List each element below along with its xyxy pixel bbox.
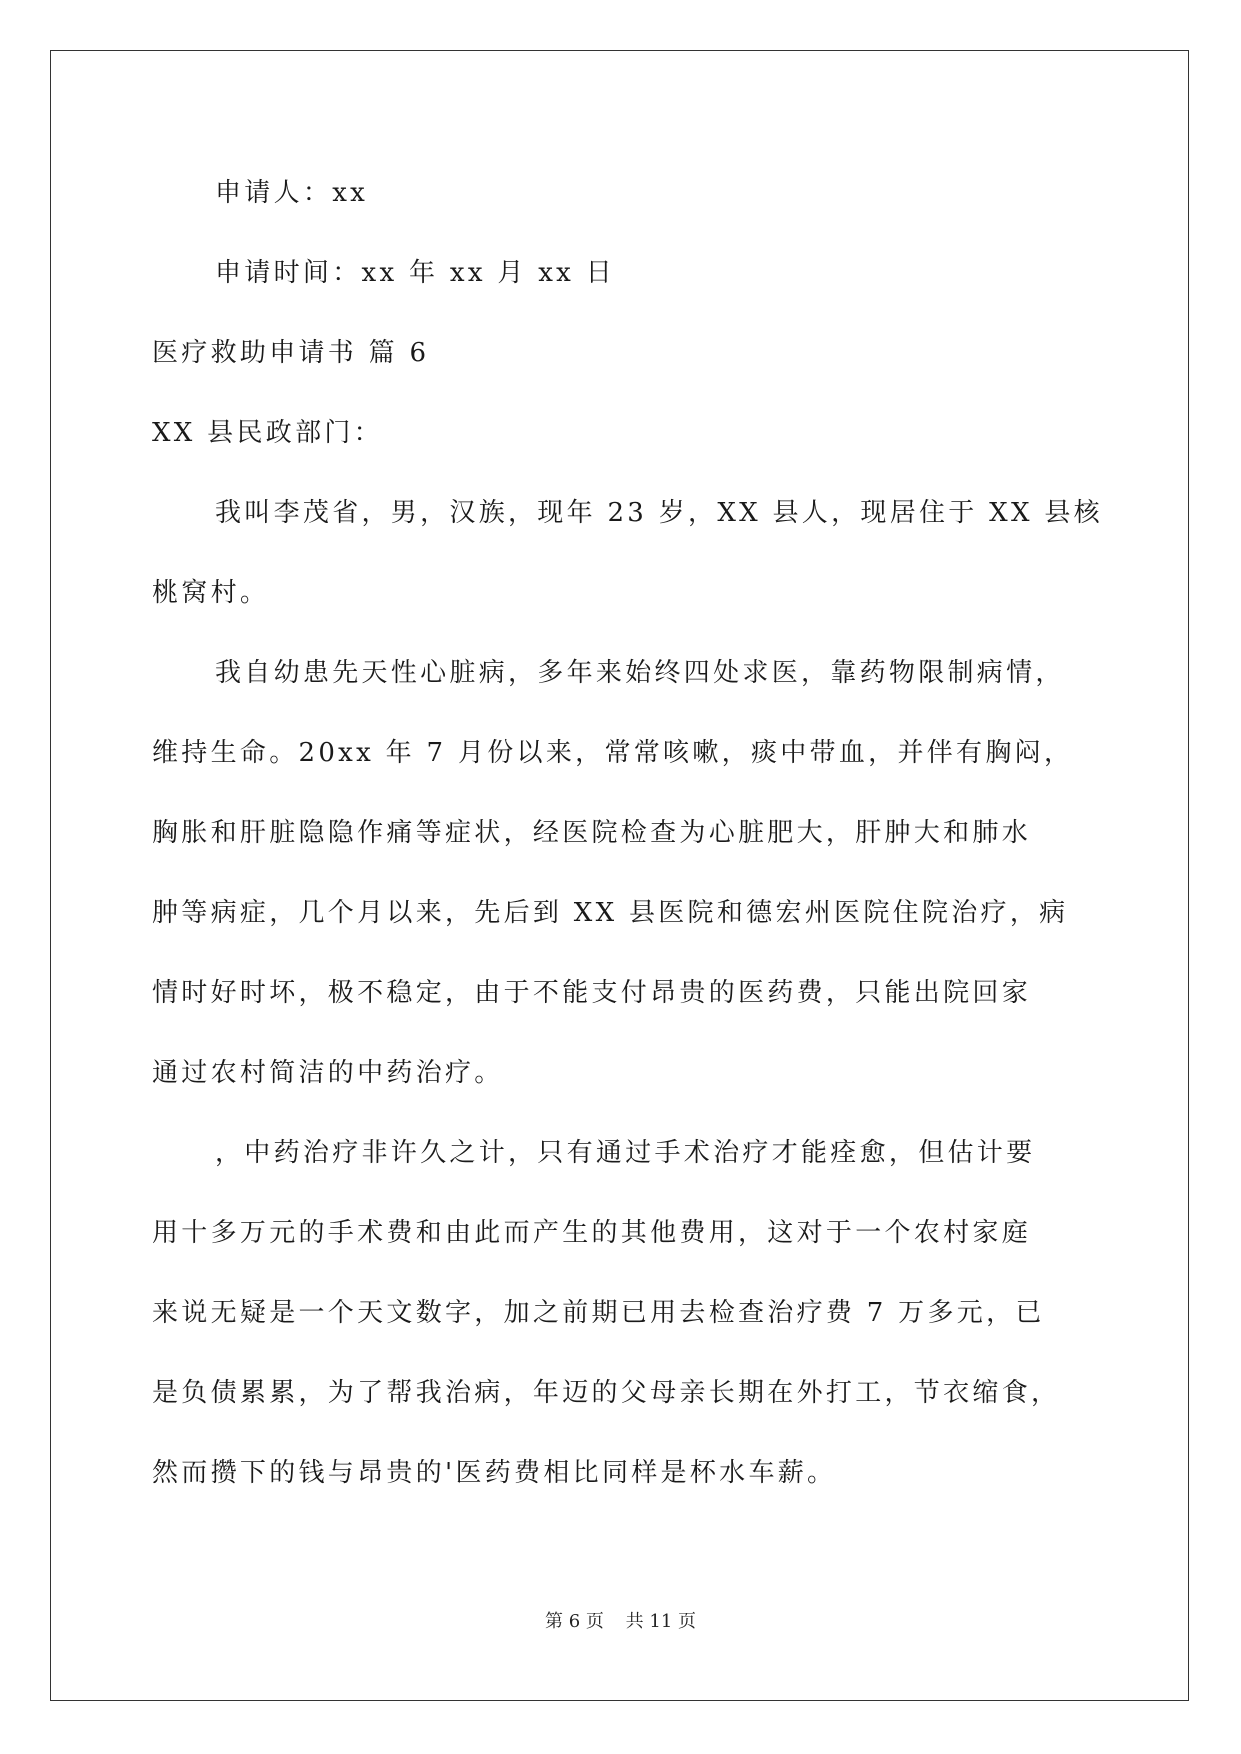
paragraph-line: 肿等病症，几个月以来，先后到 XX 县医院和德宏州医院住院治疗，病 xyxy=(152,898,1069,928)
page-number-current: 第 6 页 xyxy=(545,1611,604,1632)
paragraph-line: 用十多万元的手术费和由此而产生的其他费用，这对于一个农村家庭 xyxy=(152,1218,1032,1248)
applicant-line: 申请人：xx xyxy=(215,178,369,208)
paragraph-line: 来说无疑是一个天文数字，加之前期已用去检查治疗费 7 万多元，已 xyxy=(152,1298,1045,1328)
paragraph-line: 我自幼患先天性心脏病，多年来始终四处求医，靠药物限制病情， xyxy=(215,658,1065,688)
paragraph-line: 然而攒下的钱与昂贵的'医药费相比同样是杯水车薪。 xyxy=(152,1458,837,1488)
section-title: 医疗救助申请书 篇 6 xyxy=(152,338,430,368)
paragraph-line: 通过农村简洁的中药治疗。 xyxy=(152,1058,504,1088)
paragraph-line: 我叫李茂省，男，汉族，现年 23 岁，XX 县人，现居住于 XX 县核 xyxy=(215,498,1103,528)
application-date-line: 申请时间：xx 年 xx 月 xx 日 xyxy=(215,258,616,288)
page-footer xyxy=(0,1610,1241,1634)
paragraph-line: 情时好时坏，极不稳定，由于不能支付昂贵的医药费，只能出院回家 xyxy=(152,978,1032,1008)
paragraph-line: 胸胀和肝脏隐隐作痛等症状，经医院检查为心脏肥大，肝肿大和肺水 xyxy=(152,818,1032,848)
paragraph-line: 维持生命。20xx 年 7 月份以来，常常咳嗽，痰中带血，并伴有胸闷， xyxy=(152,738,1074,768)
paragraph-line: ，中药治疗非许久之计，只有通过手术治疗才能痊愈，但估计要 xyxy=(215,1138,1036,1168)
paragraph-line: 是负债累累，为了帮我治病，年迈的父母亲长期在外打工，节衣缩食， xyxy=(152,1378,1061,1408)
page-border xyxy=(50,50,1189,1701)
paragraph-line: 桃窝村。 xyxy=(152,578,270,608)
page-number-total: 共 11 页 xyxy=(625,1611,696,1632)
salutation: XX 县民政部门： xyxy=(152,418,383,448)
